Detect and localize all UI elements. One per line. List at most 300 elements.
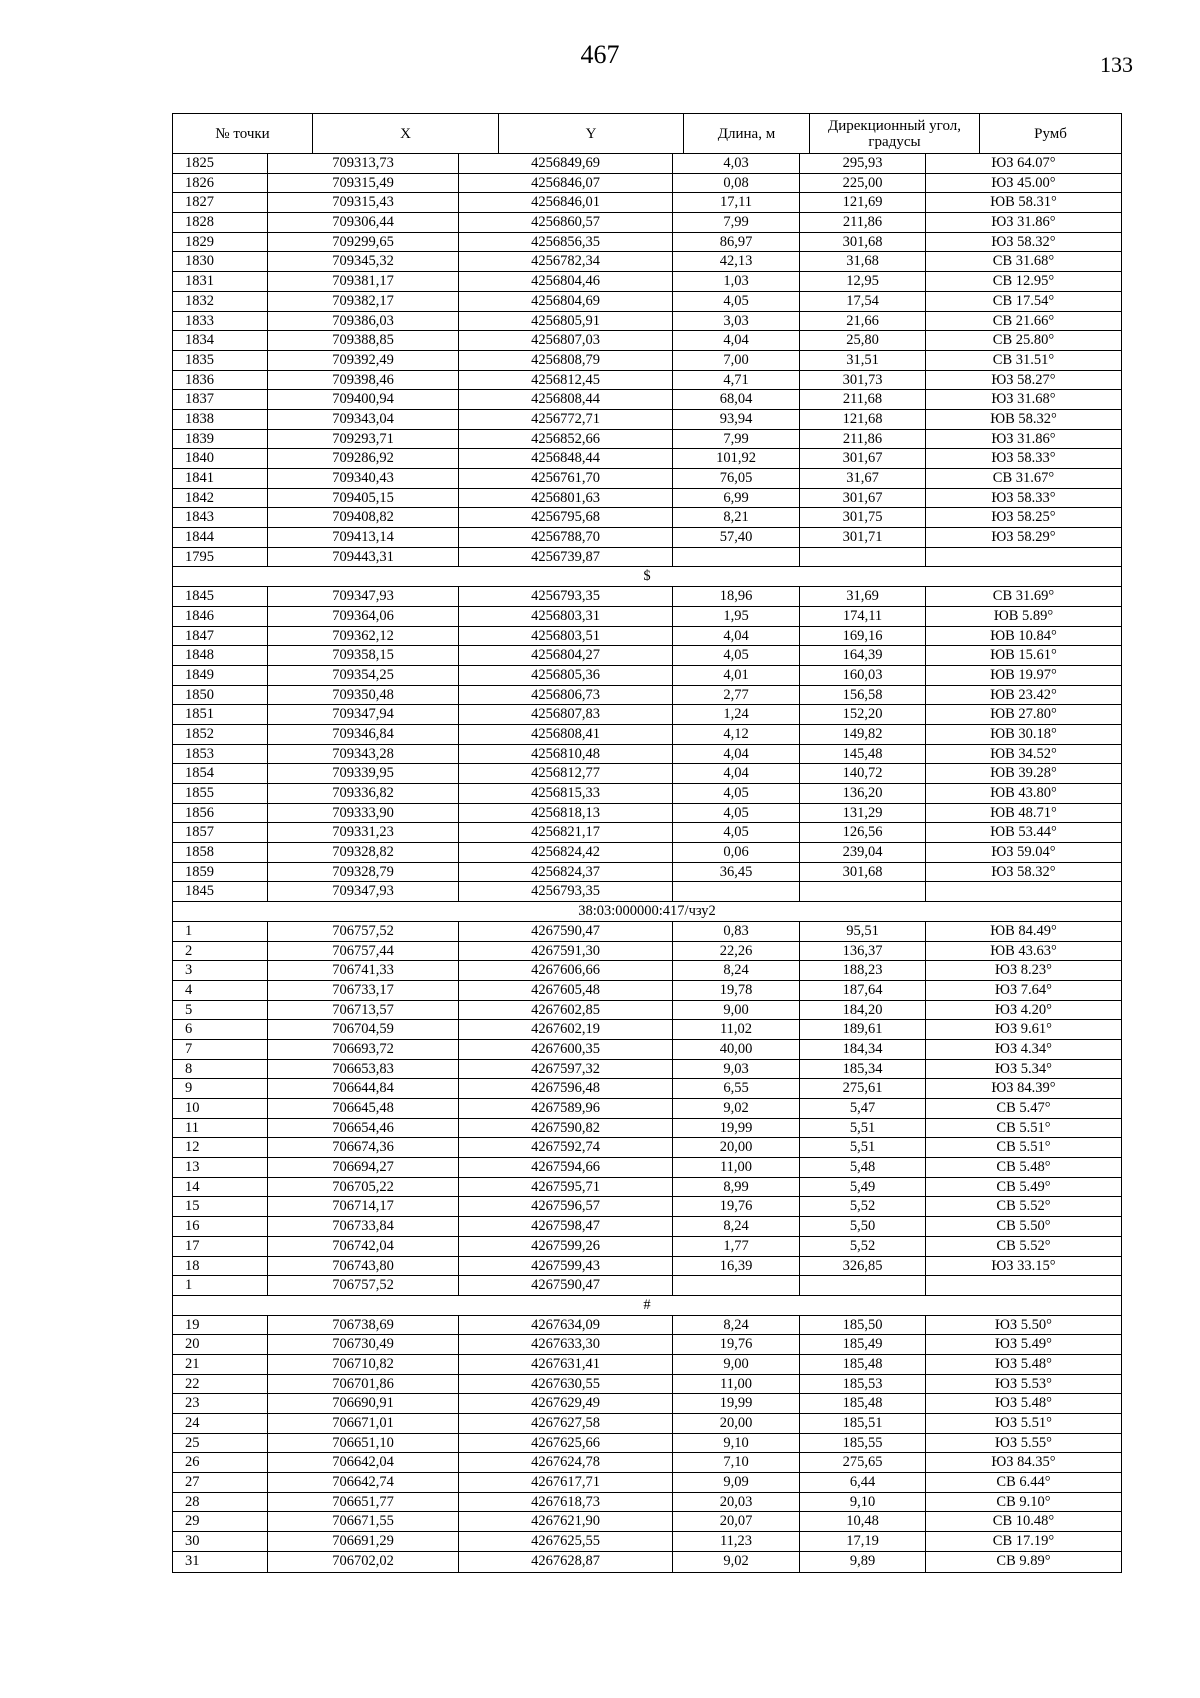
cell-x: 709388,85: [268, 331, 459, 350]
cell-y: 4256782,34: [459, 252, 673, 271]
cell-direction-angle: 211,86: [800, 213, 926, 232]
cell-length: 4,71: [673, 371, 800, 390]
cell-length: 68,04: [673, 390, 800, 409]
cell-length: 7,99: [673, 213, 800, 232]
cell-direction-angle: 152,20: [800, 705, 926, 724]
cell-direction-angle: 9,89: [800, 1552, 926, 1572]
table-row: [173, 1394, 1121, 1414]
cell-rhumb: ЮЗ 58.33°: [991, 489, 1056, 506]
table-row: [173, 1434, 1121, 1454]
cell-length: 8,99: [673, 1178, 800, 1197]
cell-direction-angle: [800, 882, 926, 901]
cell-point-number: 1846: [173, 607, 268, 626]
cell-length: 4,01: [673, 666, 800, 685]
cell-rhumb: ЮЗ 5.48°: [995, 1355, 1052, 1372]
cell-point-number: 18: [173, 1257, 268, 1276]
cell-point-number: 1829: [173, 233, 268, 252]
cell-length: 7,99: [673, 430, 800, 449]
cell-rhumb: ЮЗ 5.50°: [995, 1316, 1052, 1333]
cell-rhumb: ЮЗ 5.34°: [995, 1060, 1052, 1077]
cell-y: 4267595,71: [459, 1178, 673, 1197]
section-separator-row: [173, 567, 1121, 587]
table-row: [173, 1493, 1121, 1513]
cell-x: 709398,46: [268, 371, 459, 390]
page-number-top: 467: [580, 40, 620, 69]
cell-direction-angle: 188,23: [800, 961, 926, 980]
cell-point-number: 1845: [173, 882, 268, 901]
cell-length: 9,02: [673, 1552, 800, 1572]
cell-point-number: 1: [173, 1276, 268, 1295]
cell-y: 4267599,26: [459, 1237, 673, 1256]
cell-rhumb: ЮВ 27.80°: [990, 706, 1057, 723]
cell-length: 4,05: [673, 784, 800, 803]
cell-y: 4256793,35: [459, 882, 673, 901]
cell-x: 706671,55: [268, 1512, 459, 1531]
cell-direction-angle: 169,16: [800, 627, 926, 646]
cell-point-number: 23: [173, 1394, 268, 1413]
cell-point-number: 1858: [173, 843, 268, 862]
cell-x: 709364,06: [268, 607, 459, 626]
cell-length: 11,00: [673, 1158, 800, 1177]
cell-direction-angle: 295,93: [800, 154, 926, 173]
cell-direction-angle: 301,75: [800, 508, 926, 527]
cell-length: 2,77: [673, 686, 800, 705]
cell-point-number: 7: [173, 1040, 268, 1059]
cell-rhumb: ЮВ 19.97°: [990, 666, 1057, 683]
table-row: [173, 1060, 1121, 1080]
cell-point-number: 1841: [173, 469, 268, 488]
table-row: [173, 331, 1121, 351]
cell-y: 4267617,71: [459, 1473, 673, 1492]
cell-point-number: 1853: [173, 745, 268, 764]
cell-direction-angle: 174,11: [800, 607, 926, 626]
cell-length: 9,03: [673, 1060, 800, 1079]
cell-x: 706730,49: [268, 1335, 459, 1354]
cell-y: 4256815,33: [459, 784, 673, 803]
cell-rhumb: ЮВ 84.49°: [990, 922, 1057, 939]
cell-length: 4,03: [673, 154, 800, 173]
table-row: [173, 1040, 1121, 1060]
cell-point-number: 31: [173, 1552, 268, 1572]
table-row: [173, 1532, 1121, 1552]
cell-direction-angle: 31,69: [800, 587, 926, 606]
cell-rhumb: СВ 17.19°: [992, 1533, 1055, 1550]
cell-direction-angle: 21,66: [800, 312, 926, 331]
cell-point-number: 1851: [173, 705, 268, 724]
cell-point-number: 1825: [173, 154, 268, 173]
cell-rhumb: ЮЗ 9.61°: [995, 1021, 1052, 1038]
cell-x: 709331,23: [268, 823, 459, 842]
cell-point-number: 1843: [173, 508, 268, 527]
cell-y: 4267590,47: [459, 1276, 673, 1295]
cell-direction-angle: 5,51: [800, 1119, 926, 1138]
table-row: [173, 193, 1121, 213]
table-row: [173, 863, 1121, 883]
cell-y: 4267618,73: [459, 1493, 673, 1512]
cell-y: 4267625,55: [459, 1532, 673, 1551]
cell-point-number: 17: [173, 1237, 268, 1256]
cell-y: 4256772,71: [459, 410, 673, 429]
cell-y: 4256812,45: [459, 371, 673, 390]
cell-x: 706714,17: [268, 1197, 459, 1216]
table-row: [173, 981, 1121, 1001]
cell-point-number: 1: [173, 922, 268, 941]
cell-x: 709382,17: [268, 292, 459, 311]
cell-point-number: 1834: [173, 331, 268, 350]
cell-rhumb: ЮЗ 31.68°: [991, 391, 1056, 408]
cell-rhumb: ЮВ 58.32°: [990, 410, 1057, 427]
cell-x: 709362,12: [268, 627, 459, 646]
cell-point-number: 1849: [173, 666, 268, 685]
cell-y: 4256812,77: [459, 764, 673, 783]
cell-length: 4,05: [673, 823, 800, 842]
cell-direction-angle: 185,55: [800, 1434, 926, 1453]
cell-rhumb: СВ 25.80°: [992, 332, 1055, 349]
cell-length: 4,04: [673, 331, 800, 350]
cell-direction-angle: 126,56: [800, 823, 926, 842]
cell-y: 4267631,41: [459, 1355, 673, 1374]
table-row: [173, 1473, 1121, 1493]
cell-direction-angle: 301,67: [800, 489, 926, 508]
cell-y: 4256804,69: [459, 292, 673, 311]
table-row: [173, 489, 1121, 509]
cell-x: 709443,31: [268, 548, 459, 567]
cell-y: 4256808,79: [459, 351, 673, 370]
cell-x: 706702,02: [268, 1552, 459, 1572]
cell-x: 709343,28: [268, 745, 459, 764]
cell-point-number: 1833: [173, 312, 268, 331]
table-row: [173, 430, 1121, 450]
cell-rhumb: ЮЗ 64.07°: [991, 155, 1056, 171]
cell-length: 86,97: [673, 233, 800, 252]
cell-rhumb: ЮЗ 58.33°: [991, 450, 1056, 467]
cell-length: 6,99: [673, 489, 800, 508]
cell-length: [673, 882, 800, 901]
cell-rhumb: ЮВ 48.71°: [990, 804, 1057, 821]
cell-direction-angle: 5,52: [800, 1237, 926, 1256]
cell-y: 4256805,91: [459, 312, 673, 331]
cell-y: 4256824,37: [459, 863, 673, 882]
cell-y: 4256807,83: [459, 705, 673, 724]
cell-direction-angle: 225,00: [800, 174, 926, 193]
table-row: [173, 154, 1121, 174]
cell-point-number: 1847: [173, 627, 268, 646]
cell-direction-angle: 121,69: [800, 193, 926, 212]
cell-point-number: 21: [173, 1355, 268, 1374]
cell-length: 6,55: [673, 1079, 800, 1098]
cell-y: 4256788,70: [459, 528, 673, 547]
table-row: [173, 784, 1121, 804]
cell-length: 19,99: [673, 1119, 800, 1138]
cell-direction-angle: 185,49: [800, 1335, 926, 1354]
cell-x: 706733,84: [268, 1217, 459, 1236]
section-label: #: [643, 1296, 651, 1313]
cell-x: 709315,43: [268, 193, 459, 212]
cell-x: 706690,91: [268, 1394, 459, 1413]
table-row: [173, 1197, 1121, 1217]
table-row: [173, 390, 1121, 410]
cell-rhumb: СВ 31.51°: [992, 351, 1055, 368]
cell-direction-angle: 31,51: [800, 351, 926, 370]
cell-x: 709328,82: [268, 843, 459, 862]
table-row: [173, 1237, 1121, 1257]
cell-point-number: 3: [173, 961, 268, 980]
table-row: [173, 1453, 1121, 1473]
cell-rhumb: ЮЗ 4.34°: [995, 1040, 1052, 1057]
cell-rhumb: ЮЗ 7.64°: [995, 981, 1052, 998]
cell-point-number: 2: [173, 942, 268, 961]
cell-x: 706713,57: [268, 1001, 459, 1020]
cell-rhumb: ЮВ 30.18°: [990, 725, 1057, 742]
cell-length: 4,04: [673, 745, 800, 764]
cell-x: 709328,79: [268, 863, 459, 882]
cell-rhumb: ЮЗ 84.35°: [991, 1454, 1056, 1471]
cell-length: 8,24: [673, 1316, 800, 1335]
section-label: $: [643, 568, 651, 585]
cell-y: 4267628,87: [459, 1552, 673, 1572]
cell-point-number: 1827: [173, 193, 268, 212]
cell-rhumb: ЮЗ 8.23°: [995, 962, 1052, 979]
cell-length: 9,09: [673, 1473, 800, 1492]
cell-direction-angle: [800, 548, 926, 567]
cell-x: 706741,33: [268, 961, 459, 980]
cell-direction-angle: 31,67: [800, 469, 926, 488]
cell-length: 4,05: [673, 646, 800, 665]
cell-rhumb: СВ 5.48°: [996, 1159, 1051, 1176]
cell-length: 11,02: [673, 1020, 800, 1039]
table-row: [173, 804, 1121, 824]
cell-direction-angle: 301,73: [800, 371, 926, 390]
cell-x: 709413,14: [268, 528, 459, 547]
cell-x: 706701,86: [268, 1375, 459, 1394]
cell-point-number: 1854: [173, 764, 268, 783]
cell-rhumb: ЮВ 58.31°: [990, 194, 1057, 211]
cell-point-number: 1850: [173, 686, 268, 705]
cell-direction-angle: 239,04: [800, 843, 926, 862]
cell-direction-angle: 140,72: [800, 764, 926, 783]
cell-point-number: 1838: [173, 410, 268, 429]
cell-point-number: 16: [173, 1217, 268, 1236]
cell-x: 709392,49: [268, 351, 459, 370]
section-separator-row: [173, 1296, 1121, 1316]
cell-direction-angle: 136,37: [800, 942, 926, 961]
cell-rhumb: ЮВ 15.61°: [990, 647, 1057, 664]
cell-direction-angle: 211,86: [800, 430, 926, 449]
header-rhumb: Румб: [1034, 125, 1067, 142]
cell-point-number: 24: [173, 1414, 268, 1433]
section-separator-row: [173, 902, 1121, 922]
cell-x: 709343,04: [268, 410, 459, 429]
cell-y: 4267621,90: [459, 1512, 673, 1531]
cell-x: 709354,25: [268, 666, 459, 685]
cell-rhumb: СВ 5.51°: [996, 1119, 1051, 1136]
cell-length: 0,06: [673, 843, 800, 862]
cell-y: 4267598,47: [459, 1217, 673, 1236]
cell-rhumb: ЮЗ 59.04°: [991, 844, 1056, 861]
cell-direction-angle: 185,50: [800, 1316, 926, 1335]
table-row: [173, 1552, 1121, 1572]
cell-direction-angle: 156,58: [800, 686, 926, 705]
cell-direction-angle: 301,71: [800, 528, 926, 547]
cell-length: 1,77: [673, 1237, 800, 1256]
cell-x: 706691,29: [268, 1532, 459, 1551]
cell-direction-angle: 189,61: [800, 1020, 926, 1039]
cell-rhumb: ЮЗ 5.53°: [995, 1375, 1052, 1392]
cell-x: 709386,03: [268, 312, 459, 331]
cell-direction-angle: 185,34: [800, 1060, 926, 1079]
cell-x: 706654,46: [268, 1119, 459, 1138]
cell-direction-angle: 145,48: [800, 745, 926, 764]
cell-rhumb: СВ 12.95°: [992, 273, 1055, 290]
table-row: [173, 607, 1121, 627]
cell-length: 1,24: [673, 705, 800, 724]
cell-direction-angle: 6,44: [800, 1473, 926, 1492]
cell-direction-angle: 5,51: [800, 1138, 926, 1157]
cell-x: 709333,90: [268, 804, 459, 823]
cell-point-number: 1848: [173, 646, 268, 665]
cell-x: 706742,04: [268, 1237, 459, 1256]
cell-x: 706705,22: [268, 1178, 459, 1197]
cell-rhumb: СВ 21.66°: [992, 312, 1055, 329]
cell-point-number: 22: [173, 1375, 268, 1394]
table-row: [173, 1001, 1121, 1021]
cell-direction-angle: 10,48: [800, 1512, 926, 1531]
cell-length: 18,96: [673, 587, 800, 606]
cell-x: 706743,80: [268, 1257, 459, 1276]
cell-length: 11,23: [673, 1532, 800, 1551]
cell-y: 4256795,68: [459, 508, 673, 527]
table-row: [173, 1375, 1121, 1395]
cell-y: 4267592,74: [459, 1138, 673, 1157]
cell-x: 709299,65: [268, 233, 459, 252]
cell-rhumb: ЮЗ 31.86°: [991, 430, 1056, 447]
cell-x: 709306,44: [268, 213, 459, 232]
table-row: [173, 272, 1121, 292]
cell-point-number: 15: [173, 1197, 268, 1216]
cell-length: 9,00: [673, 1355, 800, 1374]
cell-length: 93,94: [673, 410, 800, 429]
cell-length: [673, 548, 800, 567]
cell-y: 4267629,49: [459, 1394, 673, 1413]
table-row: [173, 292, 1121, 312]
cell-x: 706674,36: [268, 1138, 459, 1157]
cell-point-number: 1840: [173, 449, 268, 468]
cell-y: 4256801,63: [459, 489, 673, 508]
cell-x: 706757,52: [268, 922, 459, 941]
cell-length: 4,05: [673, 292, 800, 311]
cell-y: 4256860,57: [459, 213, 673, 232]
table-row: [173, 528, 1121, 548]
cell-x: 709400,94: [268, 390, 459, 409]
cell-y: 4267625,66: [459, 1434, 673, 1453]
table-row: [173, 410, 1121, 430]
table-row: [173, 1158, 1121, 1178]
cell-rhumb: СВ 6.44°: [996, 1474, 1051, 1491]
cell-length: 11,00: [673, 1375, 800, 1394]
cell-direction-angle: 211,68: [800, 390, 926, 409]
cell-rhumb: СВ 5.52°: [996, 1237, 1051, 1254]
cell-length: 19,99: [673, 1394, 800, 1413]
cell-point-number: 1831: [173, 272, 268, 291]
cell-x: 706645,48: [268, 1099, 459, 1118]
table-row: [173, 1178, 1121, 1198]
table-row: [173, 1335, 1121, 1355]
table-row: [173, 1119, 1121, 1139]
table-row: [173, 1512, 1121, 1532]
cell-direction-angle: 131,29: [800, 804, 926, 823]
table-row: [173, 252, 1121, 272]
cell-direction-angle: 160,03: [800, 666, 926, 685]
table-row: [173, 449, 1121, 469]
cell-length: 0,08: [673, 174, 800, 193]
cell-y: 4267606,66: [459, 961, 673, 980]
cell-y: 4267624,78: [459, 1453, 673, 1472]
cell-length: 20,00: [673, 1138, 800, 1157]
table-row: [173, 942, 1121, 962]
cell-length: [673, 1276, 800, 1295]
table-row: [173, 1079, 1121, 1099]
cell-y: 4256804,27: [459, 646, 673, 665]
table-row: [173, 1217, 1121, 1237]
cell-point-number: 1839: [173, 430, 268, 449]
cell-point-number: 1842: [173, 489, 268, 508]
cell-y: 4256821,17: [459, 823, 673, 842]
cell-point-number: 6: [173, 1020, 268, 1039]
table-row: [173, 1257, 1121, 1277]
cell-rhumb: СВ 9.10°: [996, 1493, 1051, 1510]
cell-rhumb: ЮЗ 58.29°: [991, 529, 1056, 546]
cell-y: 4256846,07: [459, 174, 673, 193]
table-row: [173, 922, 1121, 942]
cell-y: 4256806,73: [459, 686, 673, 705]
cell-rhumb: ЮЗ 33.15°: [991, 1257, 1056, 1274]
cell-length: 1,03: [673, 272, 800, 291]
cell-y: 4256805,36: [459, 666, 673, 685]
coordinates-table: [172, 154, 1122, 1573]
cell-length: 16,39: [673, 1257, 800, 1276]
cell-direction-angle: 301,67: [800, 449, 926, 468]
cell-direction-angle: 187,64: [800, 981, 926, 1000]
cell-rhumb: СВ 5.49°: [996, 1178, 1051, 1195]
cell-rhumb: [926, 882, 1121, 901]
cell-x: 706642,74: [268, 1473, 459, 1492]
cell-length: 57,40: [673, 528, 800, 547]
cell-y: 4256852,66: [459, 430, 673, 449]
cell-direction-angle: [800, 1276, 926, 1295]
cell-x: 709358,15: [268, 646, 459, 665]
cell-rhumb: СВ 31.68°: [992, 253, 1055, 270]
cell-rhumb: ЮВ 5.89°: [993, 607, 1054, 624]
cell-y: 4267590,82: [459, 1119, 673, 1138]
cell-x: 709350,48: [268, 686, 459, 705]
table-row: [173, 371, 1121, 391]
cell-length: 101,92: [673, 449, 800, 468]
table-row: [173, 1020, 1121, 1040]
cell-length: 22,26: [673, 942, 800, 961]
cell-x: 709340,43: [268, 469, 459, 488]
table-row: [173, 1099, 1121, 1119]
cell-point-number: 25: [173, 1434, 268, 1453]
cell-length: 20,03: [673, 1493, 800, 1512]
cell-x: 706733,17: [268, 981, 459, 1000]
cell-point-number: 30: [173, 1532, 268, 1551]
cell-point-number: 1826: [173, 174, 268, 193]
cell-point-number: 1832: [173, 292, 268, 311]
table-row: [173, 548, 1121, 568]
cell-x: 709346,84: [268, 725, 459, 744]
cell-rhumb: ЮЗ 58.25°: [991, 509, 1056, 526]
cell-x: 709347,94: [268, 705, 459, 724]
